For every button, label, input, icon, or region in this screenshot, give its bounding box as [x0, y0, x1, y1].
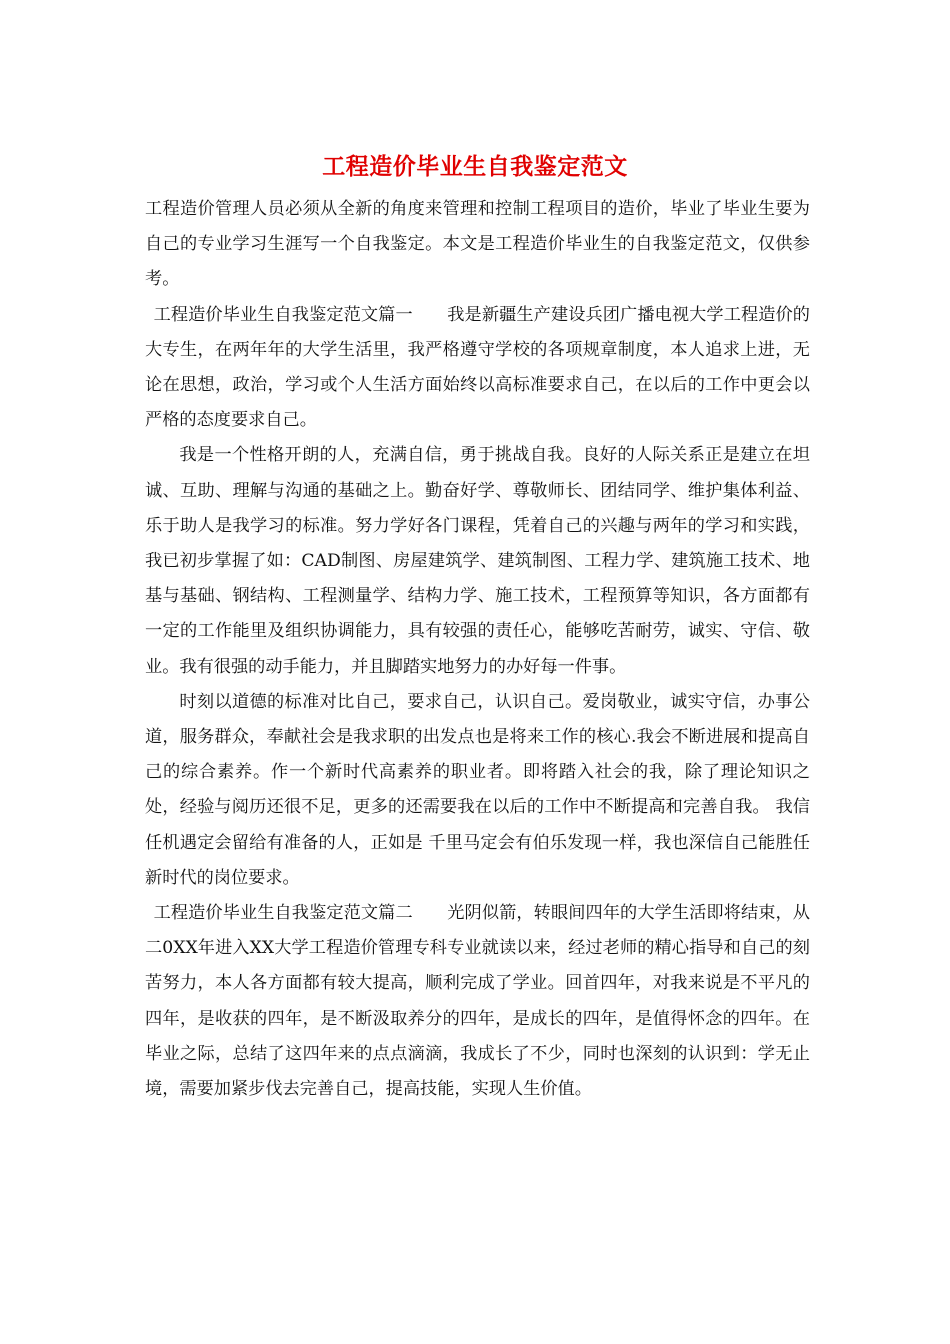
paragraph-personality: 我是一个性格开朗的人，充满自信，勇于挑战自我。良好的人际关系正是建立在坦诚、互助、理解与沟通的基础之上。勤奋好学、尊敬师长、团结同学、维护集体利益、乐于助人是我学习的标准。努力学好各门课程，凭着自己的兴趣与两年的学习和实践，我已初步掌握了如：CAD制图、房屋建筑学、建筑制图、工程力学、建筑施工技术、地基与基础、钢结构、工程测量学、结构力学、施工技术，工程预算等知识，各方面都有一定的工作能里及组织协调能力，具有较强的责任心，能够吃苦耐劳，诚实、守信、敬业。我有很强的动手能力，并且脚踏实地努力的办好每一件事。: [145, 445, 810, 677]
paragraph-ethics: 时刻以道德的标准对比自己，要求自己，认识自己。爱岗敬业，诚实守信，办事公道，服务群众，奉献社会是我求职的出发点也是将来工作的核心.我会不断进展和提高自己的综合素养。作一个新时代高素养的职业者。即将踏入社会的我，除了理论知识之处，经验与阅历还很不足，更多的还需要我在以后的工作中不断提高和完善自我。 我信任机遇定会留给有准备的人，正如是 千里马定会有伯乐发现一样，我也深信自己能胜任新时代的岗位要求。: [145, 691, 810, 888]
paragraph-sample-two: 工程造价毕业生自我鉴定范文篇二 光阴似箭，转眼间四年的大学生活即将结束，从二0XX年进入XX大学工程造价管理专科专业就读以来，经过老师的精心指导和自己的刻苦努力，本人各方面都有较大提高，顺利完成了学业。回首四年，对我来说是不平凡的四年，是收获的四年，是不断汲取养分的四年，是成长的四年，是值得怀念的四年。在毕业之际，总结了这四年来的点点滴滴，我成长了不少，同时也深刻的认识到：学无止境，需要加紧步伐去完善自己，提高技能，实现人生价值。: [145, 903, 810, 1100]
document-body: [145, 192, 810, 1107]
paragraph-sample-one: 工程造价毕业生自我鉴定范文篇一 我是新疆生产建设兵团广播电视大学工程造价的大专生，在两年年的大学生活里，我严格遵守学校的各项规章制度，本人追求上进，无论在思想，政治，学习或个人生活方面始终以高标准要求自己，在以后的工作中更会以严格的态度要求自己。: [145, 304, 810, 431]
paragraph-intro: 工程造价管理人员必须从全新的角度来管理和控制工程项目的造价，毕业了毕业生要为自己的专业学习生涯写一个自我鉴定。本文是工程造价毕业生的自我鉴定范文，仅供参考。: [145, 199, 810, 290]
page-title: 工程造价毕业生自我鉴定范文: [322, 153, 628, 180]
